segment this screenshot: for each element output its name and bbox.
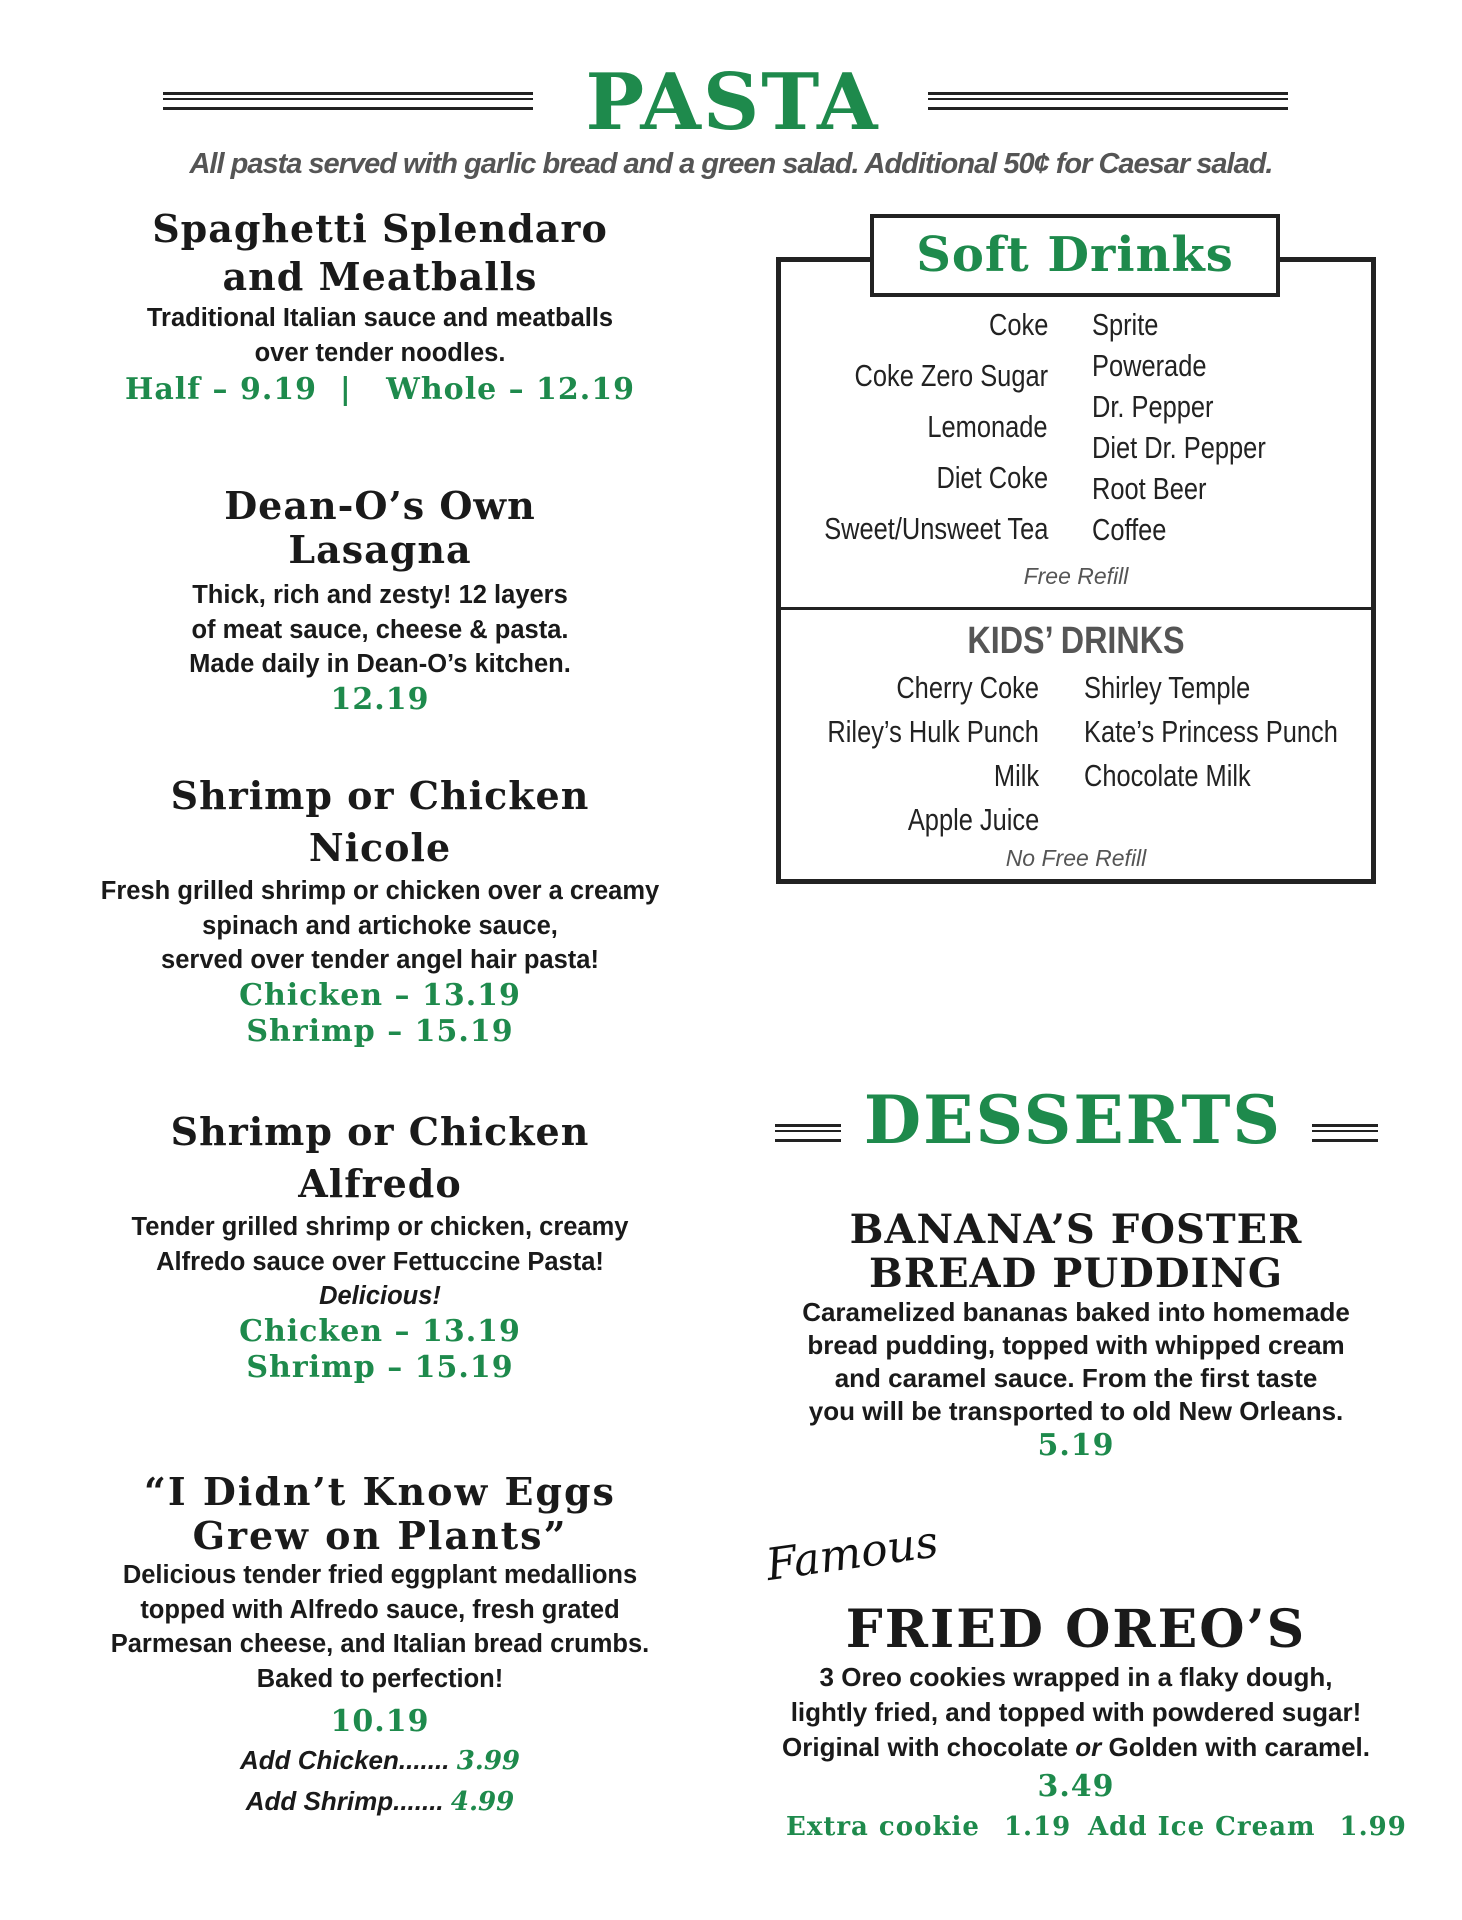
kids-drink-item: Apple Juice bbox=[907, 802, 1039, 837]
desserts-rule-right bbox=[1312, 1124, 1378, 1142]
soft-drinks-refill-note: Free Refill bbox=[1023, 563, 1129, 589]
pasta-item-nicole bbox=[80, 770, 680, 1050]
dish-desc: spinach and artichoke sauce, bbox=[202, 911, 558, 940]
dish-desc: Thick, rich and zesty! 12 layers bbox=[192, 581, 568, 609]
dish-name: Lasagna bbox=[288, 527, 472, 572]
dish-desc: Alfredo sauce over Fettuccine Pasta! bbox=[156, 1247, 604, 1276]
dessert-desc: lightly fried, and topped with powdered sugar! bbox=[790, 1697, 1362, 1727]
dish-price: Shrimp – 15.19 bbox=[246, 1349, 514, 1385]
dish-desc: served over tender angel hair pasta! bbox=[161, 946, 599, 974]
header-rule-left bbox=[163, 92, 533, 110]
pasta-item-spaghetti bbox=[80, 205, 680, 408]
soft-drink-item: Lemonade bbox=[927, 409, 1048, 444]
dish-price: 10.19 bbox=[330, 1704, 430, 1739]
soft-drink-item: Sprite bbox=[1092, 307, 1159, 342]
extra-price: 1.19 bbox=[1003, 1812, 1072, 1842]
kids-drinks-refill-note: No Free Refill bbox=[1005, 845, 1147, 871]
dish-desc: over tender noodles. bbox=[254, 338, 506, 367]
dish-name: “I Didn’t Know Eggs bbox=[144, 1469, 616, 1514]
desserts-rule-left bbox=[775, 1124, 841, 1142]
dish-price: 12.19 bbox=[330, 681, 430, 717]
addon-chicken bbox=[80, 1740, 680, 1781]
dessert-item-fried-oreos bbox=[770, 1600, 1382, 1805]
desc-part: Golden with caramel. bbox=[1101, 1732, 1370, 1762]
desc-part: Original with chocolate bbox=[782, 1732, 1076, 1762]
soft-drink-item: Coke Zero Sugar bbox=[854, 358, 1048, 393]
drinks-divider bbox=[776, 607, 1376, 610]
pasta-section-title: PASTA bbox=[585, 57, 880, 148]
dish-desc: Delicious tender fried eggplant medallions bbox=[122, 1561, 638, 1589]
addon-label: Add Shrimp bbox=[245, 1786, 394, 1816]
header-rule-right bbox=[928, 92, 1288, 110]
dish-desc-italic: Delicious! bbox=[319, 1282, 441, 1310]
dish-desc: Parmesan cheese, and Italian bread crumbs. bbox=[110, 1630, 650, 1658]
dish-desc: Fresh grilled shrimp or chicken over a creamy bbox=[100, 877, 660, 905]
extra-cookie bbox=[786, 1812, 1071, 1842]
dessert-desc: bread pudding, topped with whipped cream bbox=[807, 1330, 1345, 1360]
dessert-price: 3.49 bbox=[1037, 1769, 1115, 1804]
kids-drink-item: Chocolate Milk bbox=[1084, 758, 1251, 793]
soft-drink-item: Powerade bbox=[1092, 348, 1207, 383]
addon-label: Add Chicken bbox=[239, 1745, 399, 1775]
desc-part-italic: or bbox=[1075, 1732, 1102, 1762]
soft-drink-item: Sweet/Unsweet Tea bbox=[823, 511, 1048, 546]
dish-desc: Baked to perfection! bbox=[256, 1664, 504, 1693]
soft-drink-item: Diet Coke bbox=[936, 460, 1048, 495]
extra-price: 1.99 bbox=[1339, 1812, 1407, 1842]
dish-desc: Tender grilled shrimp or chicken, creamy bbox=[131, 1213, 629, 1241]
desserts-section-title: DESSERTS bbox=[863, 1081, 1283, 1159]
dish-desc: Made daily in Dean-O’s kitchen. bbox=[189, 650, 571, 678]
extra-label: Extra cookie bbox=[786, 1812, 980, 1842]
dish-price: Shrimp – 15.19 bbox=[246, 1013, 514, 1049]
dish-name: Shrimp or Chicken bbox=[170, 1109, 590, 1154]
kids-drink-item: Cherry Coke bbox=[896, 670, 1039, 705]
dessert-desc bbox=[770, 1730, 1382, 1765]
dessert-name: BREAD PUDDING bbox=[869, 1250, 1283, 1297]
soft-drinks-title: Soft Drinks bbox=[870, 214, 1280, 297]
dish-name: and Meatballs bbox=[222, 254, 538, 299]
soft-drink-item: Diet Dr. Pepper bbox=[1092, 430, 1266, 465]
kids-drink-item: Shirley Temple bbox=[1084, 670, 1251, 705]
dessert-desc: 3 Oreo cookies wrapped in a flaky dough, bbox=[819, 1662, 1333, 1692]
dish-desc: of meat sauce, cheese & pasta. bbox=[191, 615, 569, 644]
dessert-desc: Caramelized bananas baked into homemade bbox=[802, 1297, 1350, 1327]
pasta-item-lasagna bbox=[80, 484, 680, 718]
dish-name: Shrimp or Chicken bbox=[170, 773, 590, 818]
dessert-desc: and caramel sauce. From the first taste bbox=[834, 1363, 1318, 1393]
dessert-item-bread-pudding bbox=[770, 1208, 1382, 1464]
dish-desc: Traditional Italian sauce and meatballs bbox=[146, 304, 614, 332]
soft-drink-item: Coke bbox=[988, 307, 1048, 342]
famous-script: Famous bbox=[762, 1516, 942, 1591]
dish-price: Chicken – 13.19 bbox=[239, 1313, 521, 1349]
kids-drinks-title: KIDS’ DRINKS bbox=[967, 620, 1185, 662]
dish-name: Nicole bbox=[308, 825, 452, 870]
extra-label: Add Ice Cream bbox=[1088, 1812, 1316, 1842]
dessert-desc: you will be transported to old New Orleans. bbox=[808, 1396, 1344, 1426]
extra-ice-cream bbox=[1088, 1812, 1407, 1842]
kids-drink-item: Milk bbox=[993, 758, 1039, 793]
dish-name: Alfredo bbox=[298, 1161, 462, 1206]
dish-price: Half – 9.19 | Whole – 12.19 bbox=[125, 372, 635, 407]
dessert-price: 5.19 bbox=[1037, 1428, 1115, 1463]
dish-desc: topped with Alfredo sauce, fresh grated bbox=[140, 1595, 620, 1624]
kids-drink-item: Kate’s Princess Punch bbox=[1084, 714, 1338, 749]
dish-name: Spaghetti Splendaro bbox=[152, 206, 608, 251]
dish-name: Dean-O’s Own bbox=[224, 483, 536, 528]
pasta-item-alfredo bbox=[80, 1106, 680, 1386]
pasta-note: All pasta served with garlic bread and a green salad. Additional 50¢ for Caesar salad. bbox=[189, 148, 1273, 180]
addon-dots: ....... bbox=[398, 1745, 450, 1775]
soft-drink-item: Root Beer bbox=[1092, 471, 1207, 506]
addon-shrimp bbox=[80, 1781, 680, 1822]
kids-drink-item: Riley’s Hulk Punch bbox=[827, 714, 1039, 749]
dish-name: Grew on Plants” bbox=[192, 1513, 568, 1558]
soft-drink-item: Coffee bbox=[1092, 512, 1167, 547]
dish-price: Chicken – 13.19 bbox=[239, 977, 521, 1013]
addon-price: 4.99 bbox=[450, 1787, 515, 1817]
addon-price: 3.99 bbox=[456, 1746, 521, 1776]
soft-drink-item: Dr. Pepper bbox=[1092, 389, 1214, 424]
pasta-item-eggplant bbox=[80, 1470, 680, 1822]
addon-dots: ....... bbox=[393, 1786, 444, 1816]
dessert-name: BANANA’S FOSTER bbox=[849, 1206, 1303, 1253]
dessert-name: FRIED OREO’S bbox=[845, 1599, 1307, 1660]
